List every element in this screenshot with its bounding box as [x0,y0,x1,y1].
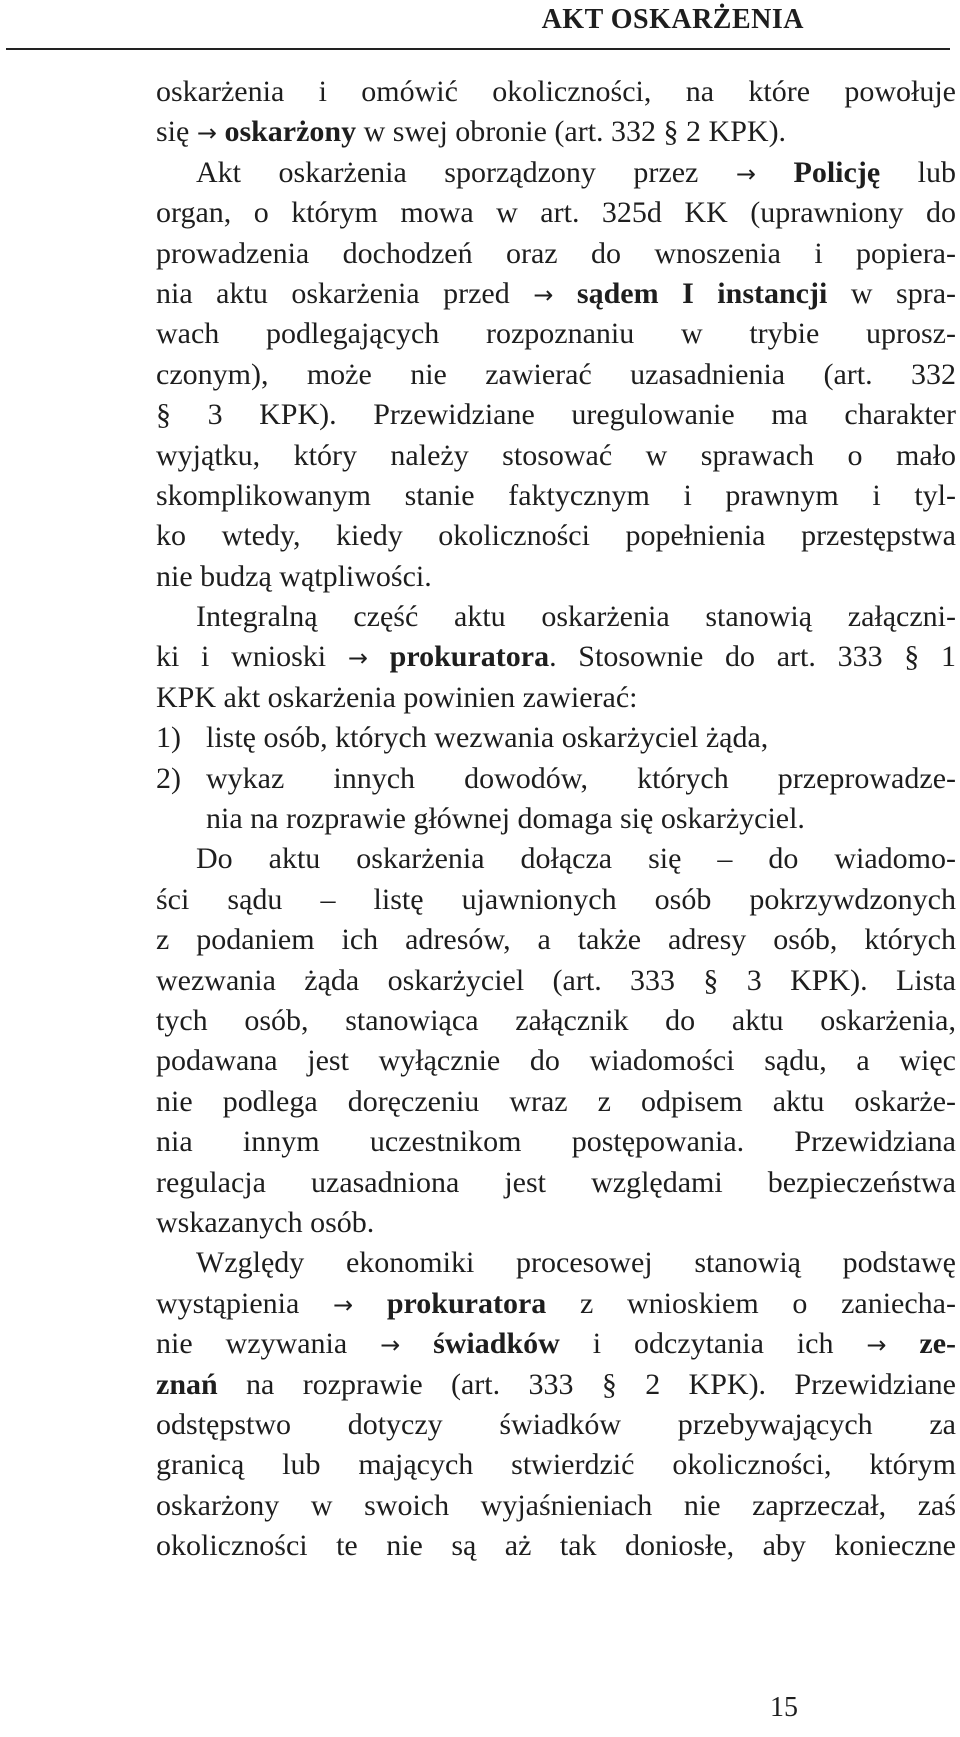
text-line [156,476,956,516]
cross-reference-arrow-icon: → [533,280,554,309]
cross-reference-term: Policję [756,155,881,189]
text-run: ści sądu – listę ujawnionych osób pokrzywdzonych [156,882,956,916]
cross-reference-term: sądem I instancji [553,276,828,310]
text-run: . Stosownie do art. 333 § 1 [549,640,957,674]
cross-reference-arrow-icon: → [333,1290,354,1319]
text-run: oskarżony w swoich wyjaśnieniach nie zaprzeczał, zaś [156,1488,956,1522]
text-run: wyjątku, który należy stosować w sprawach o mało [156,438,956,472]
text-line [156,1486,956,1526]
text-run: listę osób, których wezwania oskarżyciel żąda, [206,721,769,755]
text-line [156,759,956,799]
cross-reference-term: znań [156,1367,218,1401]
text-line [156,274,956,314]
list-number: 2) [156,761,181,795]
text-run: granicą lub mających stwierdzić okoliczności, którym [156,1448,956,1482]
cross-reference-arrow-icon: → [347,644,368,673]
text-run: lub [880,155,956,189]
text-line [156,1203,956,1243]
cross-reference-arrow-icon: → [866,1331,887,1360]
text-run: i odczytania ich [559,1327,867,1361]
cross-reference-term: świadków [400,1327,560,1361]
text-run: Względy ekonomiki procesowej stanowią podstawę [196,1246,956,1280]
text-run: w swej obronie (art. 332 § 2 KPK). [356,115,787,149]
text-line [156,637,956,677]
text-run: nia aktu oskarżenia przed [156,276,534,310]
text-run: oskarżenia i omówić okoliczności, na które powołuje [156,75,956,108]
text-line [156,597,956,637]
text-run: nie wzywania [156,1327,381,1361]
text-run: Integralną część aktu oskarżenia stanowią załączni- [196,600,956,634]
text-line [156,557,956,597]
text-run: podawana jest wyłącznie do wiadomości sądu, a więc [156,1044,956,1078]
text-run: się [156,115,197,149]
text-run: z wnioskiem o zaniecha- [546,1286,956,1320]
text-line [156,395,956,435]
text-line [156,920,956,960]
text-run: nia na rozprawie głównej domaga się oskarżyciel. [206,802,805,836]
text-run: prowadzenia dochodzeń oraz do wnoszenia i popiera- [156,236,956,270]
text-line [156,1526,956,1566]
text-run: nia innym uczestnikom postępowania. Przewidziana [156,1125,956,1159]
text-run: organ, o którym mowa w art. 325d KK (uprawniony do [156,196,956,230]
text-run: ki i wnioski [156,640,348,674]
text-line [156,234,956,274]
text-line [156,1324,956,1364]
text-run: wykaz innych dowodów, których przeprowadze- [206,761,956,795]
text-line [156,1082,956,1122]
cross-reference-term: oskarżony [216,115,357,149]
cross-reference-term: ze- [886,1327,956,1361]
text-run: KPK akt oskarżenia powinien zawierać: [156,680,638,714]
cross-reference-arrow-icon: → [380,1331,401,1360]
text-line [156,1405,956,1445]
text-run: wskazanych osób. [156,1205,375,1239]
text-run: wezwania żąda oskarżyciel (art. 333 § 3 KPK). Lista [156,963,956,997]
text-line [156,1163,956,1203]
text-run: tych osób, stanowiąca załącznik do aktu oskarżenia, [156,1003,956,1037]
body-text [156,72,956,1566]
text-line [156,1041,956,1081]
text-line [156,72,956,112]
text-run: odstępstwo dotyczy świadków przebywających za [156,1407,956,1441]
text-line [156,516,956,556]
text-run: wach podlegających rozpoznaniu w trybie uprosz- [156,317,956,351]
text-run: okoliczności te nie są aż tak doniosłe, aby konieczne [156,1529,956,1563]
text-line [156,1445,956,1485]
text-run: ko wtedy, kiedy okoliczności popełnienia przestępstwa [156,519,956,553]
text-run: wystąpienia [156,1286,333,1320]
text-line [156,1001,956,1041]
list-number: 1) [156,721,181,755]
text-line [156,355,956,395]
text-run: skomplikowanym stanie faktycznym i prawnym i tyl- [156,478,956,512]
cross-reference-term: prokuratora [353,1286,547,1320]
text-line [156,153,956,193]
text-line [156,193,956,233]
text-run: na rozprawie (art. 333 § 2 KPK). Przewidziane [217,1367,956,1401]
running-header-title: AKT OSKARŻENIA [541,4,804,35]
cross-reference-arrow-icon: → [735,159,756,188]
text-line [156,678,956,718]
text-line [156,1122,956,1162]
running-header [0,0,960,50]
text-run: czonym), może nie zawierać uzasadnienia (art. 332 [156,357,956,391]
text-run: w spra- [827,276,956,310]
text-line [156,880,956,920]
text-run: regulacja uzasadniona jest względami bezpieczeństwa [156,1165,956,1199]
page-number: 15 [770,1692,798,1723]
cross-reference-term: prokuratora [367,640,550,674]
text-line [156,112,956,152]
text-line [156,1243,956,1283]
text-line [156,961,956,1001]
text-run: nie budzą wątpliwości. [156,559,432,593]
text-line [156,1365,956,1405]
text-run: Do aktu oskarżenia dołącza się – do wiadomo- [196,842,956,876]
text-run: § 3 KPK). Przewidziane uregulowanie ma charakter [156,398,956,432]
text-line [156,1284,956,1324]
text-line [156,839,956,879]
text-line [156,314,956,354]
text-line [156,436,956,476]
text-run: Akt oskarżenia sporządzony przez [196,155,736,189]
cross-reference-arrow-icon: → [196,119,217,148]
text-line [156,799,956,839]
text-run: z podaniem ich adresów, a także adresy osób, których [156,923,956,957]
header-rule [6,48,950,50]
text-run: nie podlega doręczeniu wraz z odpisem aktu oskarże- [156,1084,956,1118]
text-line [156,718,956,758]
